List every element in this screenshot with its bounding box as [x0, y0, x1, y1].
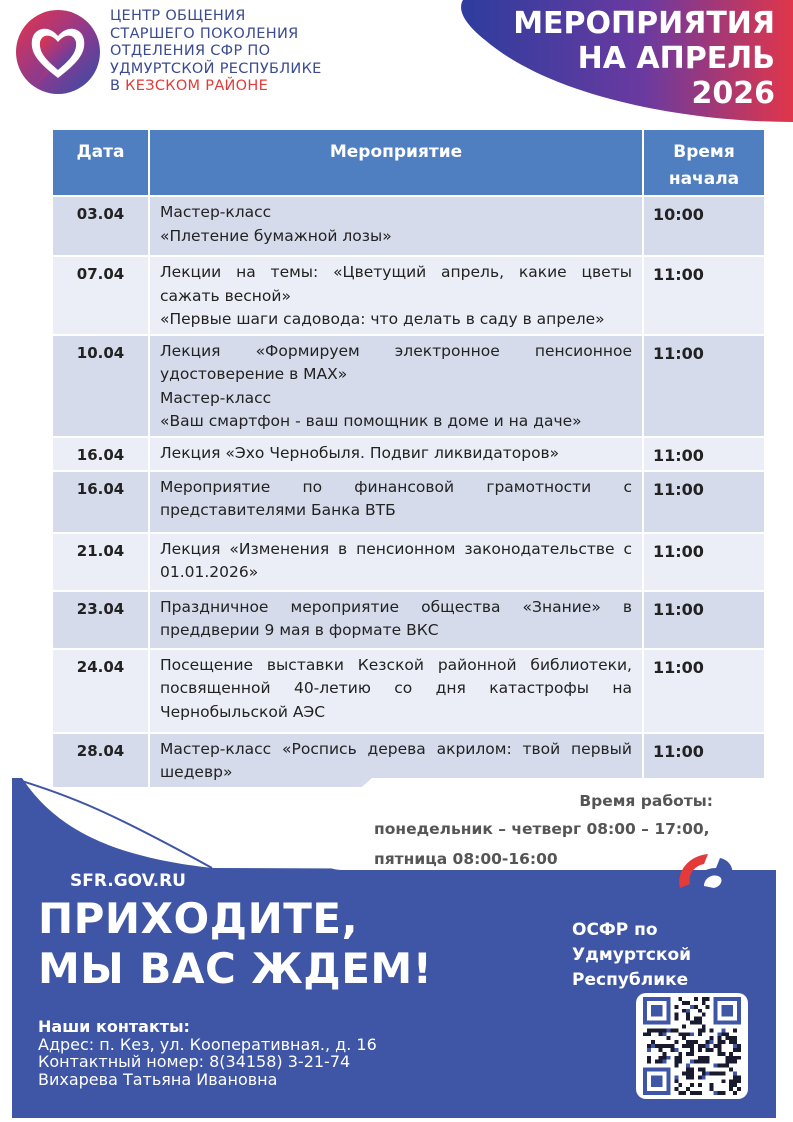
qr-code-icon[interactable] [636, 993, 748, 1099]
contacts-address: Адрес: п. Кез, ул. Кооперативная., д. 16 [38, 1034, 377, 1054]
event-line: Мастер-класс [160, 203, 272, 221]
event-date: 10.04 [53, 335, 149, 437]
org-highlight: КЕЗСКОМ РАЙОНЕ [125, 78, 269, 94]
event-line: Мастер-класс «Роспись дерева акрилом: твой первый шедевр» [160, 739, 632, 781]
table-header-row [53, 130, 765, 196]
event-line: Мероприятие по финансовой грамотности с представителями Банка ВТБ [160, 477, 632, 519]
event-date: 16.04 [53, 471, 149, 533]
event-line: «Плетение бумажной лозы» [160, 226, 392, 245]
column-header-event: Мероприятие [149, 130, 643, 196]
osfr-name [572, 918, 691, 993]
website-link[interactable]: SFR.GOV.RU [70, 871, 186, 891]
work-hours-label: Время работы: [579, 792, 713, 810]
event-time: 10:00 [643, 196, 765, 256]
table-row [53, 196, 765, 256]
event-time: 11:00 [643, 533, 765, 591]
contacts-person: Вихарева Татьяна Ивановна [38, 1069, 278, 1089]
event-line: Лекция «Изменения в пенсионном законодательстве с 01.01.2026» [160, 539, 632, 581]
event-description [149, 256, 643, 335]
table-row [53, 256, 765, 335]
event-time: 11:00 [643, 256, 765, 335]
event-line: Мастер-класс [160, 388, 272, 407]
event-date: 23.04 [53, 591, 149, 649]
org-line-1: ЦЕНТР ОБЩЕНИЯ [110, 8, 246, 24]
column-header-time: Время начала [643, 130, 765, 196]
event-date: 28.04 [53, 733, 149, 788]
contacts-block [38, 1018, 377, 1088]
table-row [53, 649, 765, 733]
event-line: Лекция «Формируем электронное пенсионное удостоверение в MAX» [160, 341, 632, 383]
work-hours-weekdays: понедельник – четверг 08:00 – 17:00, [374, 820, 710, 838]
column-header-date: Дата [53, 130, 149, 196]
event-date: 24.04 [53, 649, 149, 733]
org-line-3: ОТДЕЛЕНИЯ СФР ПО [110, 43, 271, 59]
osfr-line-3: Республике [572, 970, 689, 990]
table-row [53, 591, 765, 649]
contacts-heading: Наши контакты: [38, 1017, 190, 1036]
organization-name [110, 8, 322, 96]
event-description [149, 471, 643, 533]
table-row [53, 471, 765, 533]
org-line-5 [110, 78, 322, 96]
event-time: 11:00 [643, 471, 765, 533]
event-line: Лекция «Эхо Чернобыля. Подвиг ликвидаторов» [160, 443, 560, 462]
event-date: 03.04 [53, 196, 149, 256]
events-table [53, 130, 766, 789]
event-description [149, 437, 643, 471]
event-line: Посещение выставки Кезской районной библиотеки, посвященной 40-летию со дня катастрофы на Чернобыльской АЭС [160, 655, 632, 721]
banner-line-1: МЕРОПРИЯТИЯ [513, 6, 775, 41]
org-line-2: СТАРШЕГО ПОКОЛЕНИЯ [110, 25, 299, 42]
event-description [149, 533, 643, 591]
org-prefix: В [110, 78, 126, 94]
event-time: 11:00 [643, 649, 765, 733]
slogan-line-2: МЫ ВАС ЖДЕМ! [38, 944, 433, 993]
work-hours-friday: пятница 08:00-16:00 [374, 850, 558, 868]
event-date: 07.04 [53, 256, 149, 335]
event-description [149, 649, 643, 733]
event-line: Лекции на темы: «Цветущий апрель, какие цветы сажать весной» [160, 263, 632, 305]
heart-logo-icon [12, 6, 104, 98]
event-description [149, 591, 643, 649]
event-description [149, 335, 643, 437]
event-date: 21.04 [53, 533, 149, 591]
event-time: 11:00 [643, 437, 765, 471]
osfr-line-1: ОСФР по [572, 920, 658, 940]
event-line: «Первые шаги садовода: что делать в саду в апреле» [160, 310, 605, 328]
slogan-line-1: ПРИХОДИТЕ, [38, 894, 359, 943]
banner-line-3: 2026 [691, 76, 775, 111]
event-date: 16.04 [53, 437, 149, 471]
event-line: «Ваш смартфон - ваш помощник в доме и на даче» [160, 412, 582, 430]
banner-line-2: НА АПРЕЛЬ [577, 41, 775, 76]
slogan [38, 894, 432, 994]
table-row [53, 533, 765, 591]
sfr-logo-icon [674, 846, 736, 896]
table-row [53, 335, 765, 437]
event-line: Праздничное мероприятие общества «Знание» в преддверии 9 мая в формате ВКС [160, 597, 632, 639]
event-time: 11:00 [643, 591, 765, 649]
banner-title [513, 6, 775, 111]
contacts-phone: Контактный номер: 8(34158) 3-21-74 [38, 1052, 351, 1071]
event-description [149, 196, 643, 256]
event-time: 11:00 [643, 733, 765, 788]
osfr-line-2: Удмуртской [572, 945, 692, 965]
table-row [53, 437, 765, 471]
event-time: 11:00 [643, 335, 765, 437]
org-line-4: УДМУРТСКОЙ РЕСПУБЛИКЕ [110, 60, 322, 77]
